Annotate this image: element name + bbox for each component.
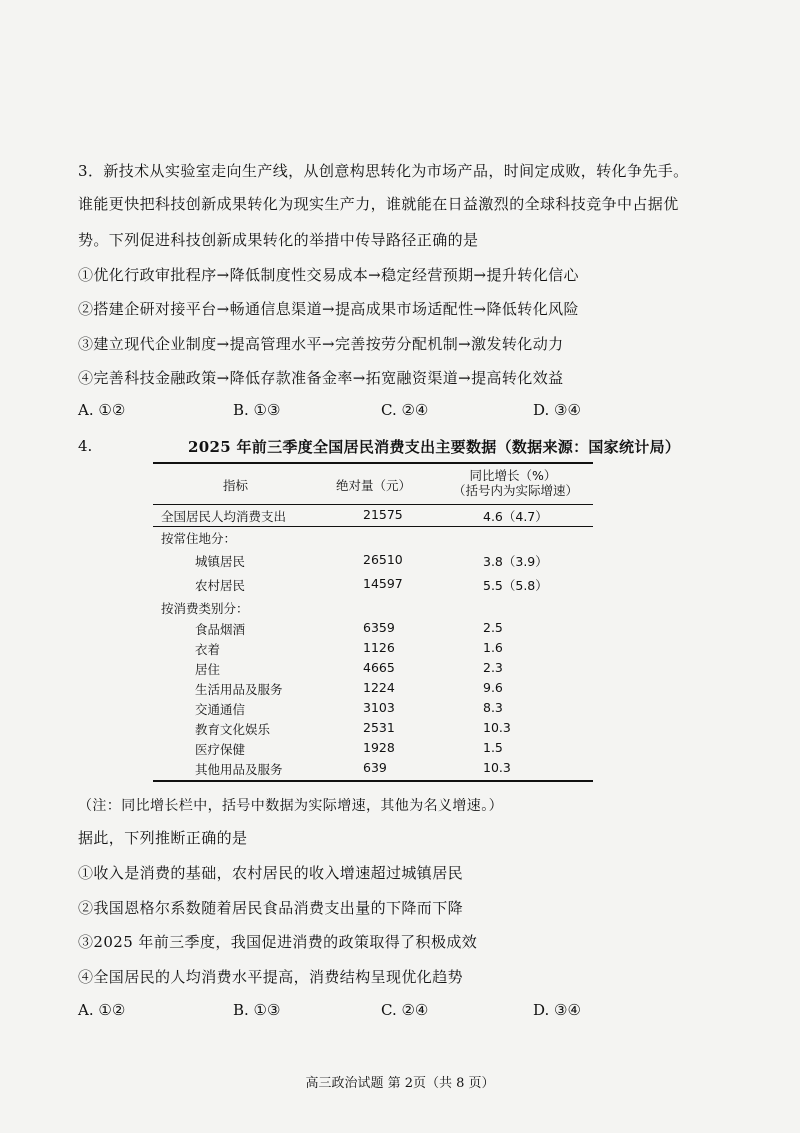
table-row bbox=[153, 758, 593, 780]
q3-statement-2: ②搭建企研对接平台→畅通信息渠道→提高成果市场适配性→降低转化风险 bbox=[78, 300, 579, 318]
table-row bbox=[153, 547, 593, 571]
group-label: 按常住地分： bbox=[161, 531, 237, 546]
row-growth: 2.3 bbox=[483, 660, 503, 675]
consumption-table bbox=[153, 462, 593, 782]
table-row bbox=[153, 738, 593, 758]
row-value: 14597 bbox=[363, 576, 403, 591]
q3-stem-line-2: 谁能更快把科技创新成果转化为现实生产力，谁就能在日益激烈的全球科技竞争中占据优 bbox=[78, 195, 679, 213]
table-row bbox=[153, 618, 593, 638]
header-absolute: 绝对量（元） bbox=[336, 478, 412, 493]
table-title: 2025 年前三季度全国居民消费支出主要数据（数据来源：国家统计局） bbox=[188, 438, 681, 456]
row-growth: 4.6（4.7） bbox=[483, 509, 548, 524]
table-row bbox=[153, 658, 593, 678]
row-value: 1126 bbox=[363, 640, 395, 655]
row-value: 1224 bbox=[363, 680, 395, 695]
q4-option-a: A. ①② bbox=[78, 1001, 126, 1019]
table-row bbox=[153, 638, 593, 658]
row-growth: 3.8（3.9） bbox=[483, 554, 548, 569]
row-growth: 9.6 bbox=[483, 680, 503, 695]
row-name: 其他用品及服务 bbox=[195, 762, 283, 777]
row-growth: 1.5 bbox=[483, 740, 503, 755]
q3-option-a: A. ①② bbox=[78, 401, 126, 419]
row-growth: 10.3 bbox=[483, 760, 511, 775]
row-growth: 8.3 bbox=[483, 700, 503, 715]
q4-option-b: B. ①③ bbox=[233, 1001, 281, 1019]
row-value: 6359 bbox=[363, 620, 395, 635]
q4-number: 4. bbox=[78, 437, 93, 455]
row-name: 农村居民 bbox=[195, 578, 246, 593]
group-label: 按消费类别分： bbox=[161, 601, 249, 616]
row-value: 1928 bbox=[363, 740, 395, 755]
row-growth: 1.6 bbox=[483, 640, 503, 655]
row-name: 全国居民人均消费支出 bbox=[161, 509, 287, 524]
row-name: 食品烟酒 bbox=[195, 622, 246, 637]
table-row bbox=[153, 698, 593, 718]
row-value: 26510 bbox=[363, 552, 403, 567]
q3-option-b: B. ①③ bbox=[233, 401, 281, 419]
header-growth-line-2: （括号内为实际增速） bbox=[453, 483, 579, 498]
row-growth: 2.5 bbox=[483, 620, 503, 635]
row-name: 衣着 bbox=[195, 642, 221, 657]
row-value: 3103 bbox=[363, 700, 395, 715]
table-row-residence-label bbox=[153, 527, 593, 547]
header-indicator: 指标 bbox=[223, 478, 249, 493]
row-name: 城镇居民 bbox=[195, 554, 246, 569]
q4-statement-3: ③2025 年前三季度，我国促进消费的政策取得了积极成效 bbox=[78, 933, 478, 951]
q3-statement-1: ①优化行政审批程序→降低制度性交易成本→稳定经营预期→提升转化信心 bbox=[78, 266, 579, 284]
table-row bbox=[153, 571, 593, 597]
table-header bbox=[153, 464, 593, 505]
q4-option-d: D. ③④ bbox=[533, 1001, 581, 1019]
row-value: 4665 bbox=[363, 660, 395, 675]
q3-statement-3: ③建立现代企业制度→提高管理水平→完善按劳分配机制→激发转化动力 bbox=[78, 335, 564, 353]
q4-option-c: C. ②④ bbox=[381, 1001, 429, 1019]
header-growth bbox=[453, 468, 579, 498]
table-row bbox=[153, 718, 593, 738]
row-name: 居住 bbox=[195, 662, 221, 677]
row-name: 医疗保健 bbox=[195, 742, 246, 757]
row-growth: 10.3 bbox=[483, 720, 511, 735]
row-value: 639 bbox=[363, 760, 387, 775]
table-note: （注：同比增长栏中，括号中数据为实际增速，其他为名义增速。） bbox=[78, 798, 503, 814]
table-row bbox=[153, 678, 593, 698]
q4-statement-1: ①收入是消费的基础，农村居民的收入增速超过城镇居民 bbox=[78, 864, 464, 882]
row-value: 2531 bbox=[363, 720, 395, 735]
table-row-category-label bbox=[153, 597, 593, 618]
q3-stem-line-3: 势。下列促进科技创新成果转化的举措中传导路径正确的是 bbox=[78, 231, 479, 249]
header-growth-line-1: 同比增长（%） bbox=[469, 468, 557, 483]
q4-stem: 据此，下列推断正确的是 bbox=[78, 829, 248, 847]
row-value: 21575 bbox=[363, 507, 403, 522]
q3-statement-4: ④完善科技金融政策→降低存款准备金率→拓宽融资渠道→提高转化效益 bbox=[78, 369, 564, 387]
q3-stem-line-1: 3．新技术从实验室走向生产线，从创意构思转化为市场产品，时间定成败，转化争先手。 bbox=[78, 162, 689, 180]
q3-option-c: C. ②④ bbox=[381, 401, 429, 419]
q3-option-d: D. ③④ bbox=[533, 401, 581, 419]
page-footer: 高三政治试题 第 2页（共 8 页） bbox=[305, 1076, 495, 1091]
table-row-total bbox=[153, 505, 593, 527]
row-name: 生活用品及服务 bbox=[195, 682, 283, 697]
q4-statement-4: ④全国居民的人均消费水平提高，消费结构呈现优化趋势 bbox=[78, 968, 464, 986]
row-name: 教育文化娱乐 bbox=[195, 722, 271, 737]
q4-statement-2: ②我国恩格尔系数随着居民食品消费支出量的下降而下降 bbox=[78, 899, 464, 917]
row-growth: 5.5（5.8） bbox=[483, 578, 548, 593]
row-name: 交通通信 bbox=[195, 702, 246, 717]
